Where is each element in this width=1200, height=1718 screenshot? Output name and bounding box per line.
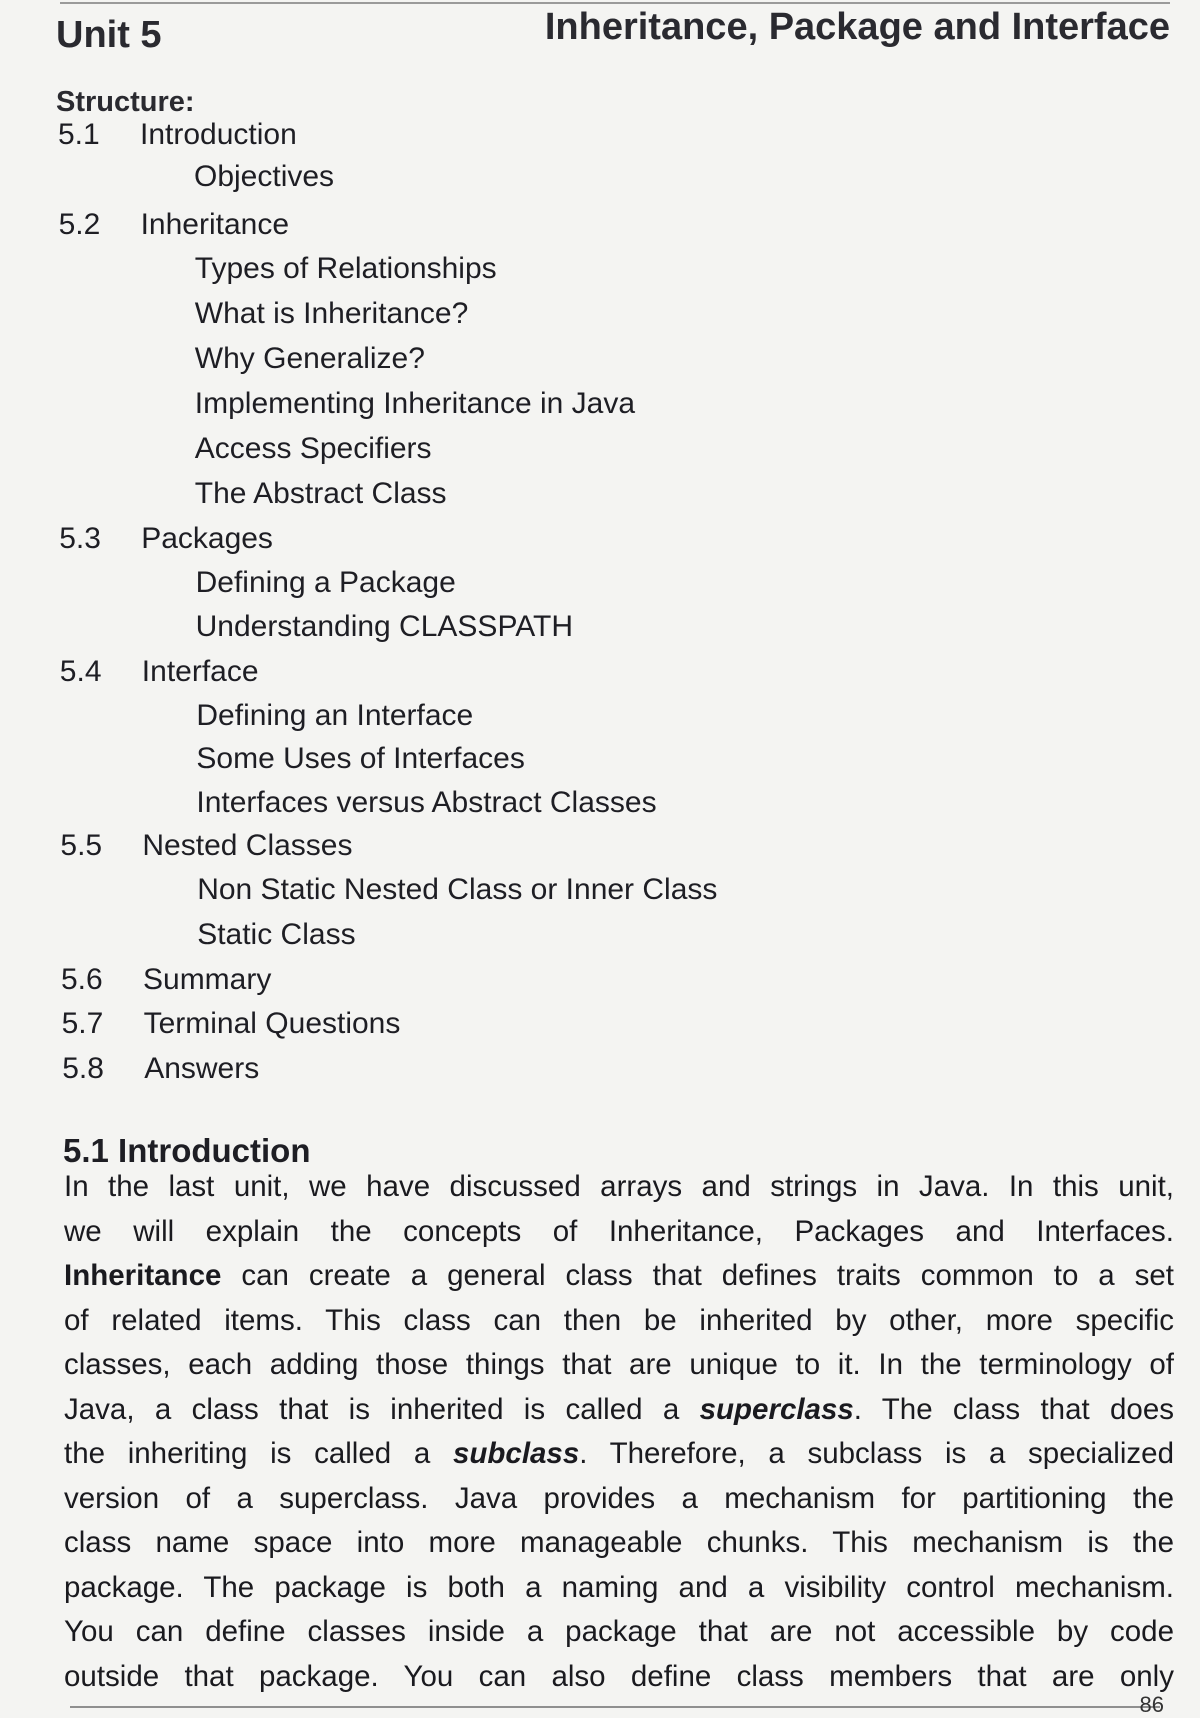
toc-section-number: 5.4: [59, 655, 102, 688]
text-run: outside that package. You can also define class members that are only: [64, 1659, 1174, 1693]
text-run: the inheriting is called a: [64, 1437, 453, 1470]
bottom-rule: [70, 1706, 1160, 1708]
unit-label: Unit 5: [56, 14, 162, 56]
text-run: In the last unit, we have discussed arrays and strings in Java. In this unit,: [64, 1170, 1174, 1203]
toc-subsection: Types of Relationships: [194, 252, 497, 285]
text-run: we will explain the concepts of Inheritance, Packages and Interfaces.: [64, 1214, 1174, 1248]
toc-subsection: Static Class: [197, 918, 356, 951]
page-number: 86: [1139, 1692, 1164, 1717]
toc-subsection: Access Specifiers: [194, 432, 432, 465]
text-run: You can define classes inside a package that are not accessible by code: [64, 1615, 1174, 1648]
paragraph-line: [64, 1254, 1174, 1298]
toc-subsection: Some Uses of Interfaces: [196, 742, 525, 775]
toc-section-number: 5.2: [58, 208, 101, 241]
top-rule: [60, 2, 1170, 4]
bold-italic-term: superclass: [699, 1392, 854, 1426]
toc-section-number: 5.7: [61, 1007, 104, 1040]
text-run: . The class that does: [853, 1392, 1174, 1426]
toc-section-number: 5.1: [58, 118, 100, 151]
toc-subsection: Objectives: [194, 160, 335, 193]
paragraph-line: [64, 1388, 1174, 1432]
text-run: package. The package is both a naming and a visibility control mechanism.: [64, 1570, 1174, 1604]
toc-section-title: Packages: [141, 522, 273, 555]
structure-label: Structure:: [56, 86, 195, 118]
toc-subsection: What is Inheritance?: [194, 297, 469, 330]
toc-section-title: Nested Classes: [142, 829, 353, 862]
toc-section-title: Answers: [144, 1052, 260, 1085]
text-run: . Therefore, a subclass is a specialized: [579, 1437, 1174, 1470]
paragraph-line: [64, 1477, 1174, 1521]
text-run: version of a superclass. Java provides a mechanism for partitioning the: [64, 1481, 1174, 1515]
text-run: of related items. This class can then be inherited by other, more specific: [64, 1303, 1174, 1337]
toc-section-number: 5.6: [61, 963, 103, 996]
paragraph-line: [64, 1566, 1174, 1610]
paragraph-line: [64, 1655, 1174, 1699]
paragraph-line: [64, 1432, 1174, 1476]
text-run: classes, each adding those things that are unique to it. In the terminology of: [64, 1348, 1174, 1381]
bold-italic-term: subclass: [452, 1437, 580, 1470]
paragraph-line: [64, 1299, 1174, 1343]
paragraph-line: [64, 1521, 1174, 1565]
paragraph-line: [64, 1165, 1174, 1209]
bold-term: Inheritance: [64, 1259, 222, 1292]
toc-subsection: Interfaces versus Abstract Classes: [196, 786, 657, 819]
unit-title: Inheritance, Package and Interface: [544, 6, 1170, 48]
text-run: class name space into more manageable chunks. This mechanism is the: [64, 1526, 1174, 1559]
toc-subsection: Defining an Interface: [196, 699, 474, 732]
toc-section-number: 5.8: [62, 1052, 104, 1085]
section-heading: 5.1 Introduction: [63, 1132, 311, 1169]
text-run: can create a general class that defines traits common to a set: [221, 1259, 1174, 1292]
toc-subsection: Understanding CLASSPATH: [195, 610, 573, 643]
toc-section-title: Interface: [141, 655, 259, 688]
toc-subsection: Defining a Package: [195, 566, 456, 599]
paragraph-line: [64, 1210, 1174, 1254]
toc-section-title: Introduction: [140, 118, 297, 151]
paragraph-line: [64, 1610, 1174, 1654]
toc-subsection: The Abstract Class: [194, 477, 447, 510]
toc-subsection: Implementing Inheritance in Java: [194, 387, 636, 420]
toc-section-title: Summary: [143, 963, 272, 996]
toc-subsection: Why Generalize?: [194, 342, 425, 375]
toc-section-number: 5.5: [60, 829, 103, 862]
paragraph-line: [64, 1343, 1174, 1387]
toc-subsection: Non Static Nested Class or Inner Class: [197, 873, 718, 906]
toc-section-title: Terminal Questions: [143, 1007, 401, 1040]
toc-section-title: Inheritance: [140, 208, 290, 241]
text-run: Java, a class that is inherited is called a: [64, 1392, 700, 1426]
toc-section-number: 5.3: [59, 522, 101, 555]
